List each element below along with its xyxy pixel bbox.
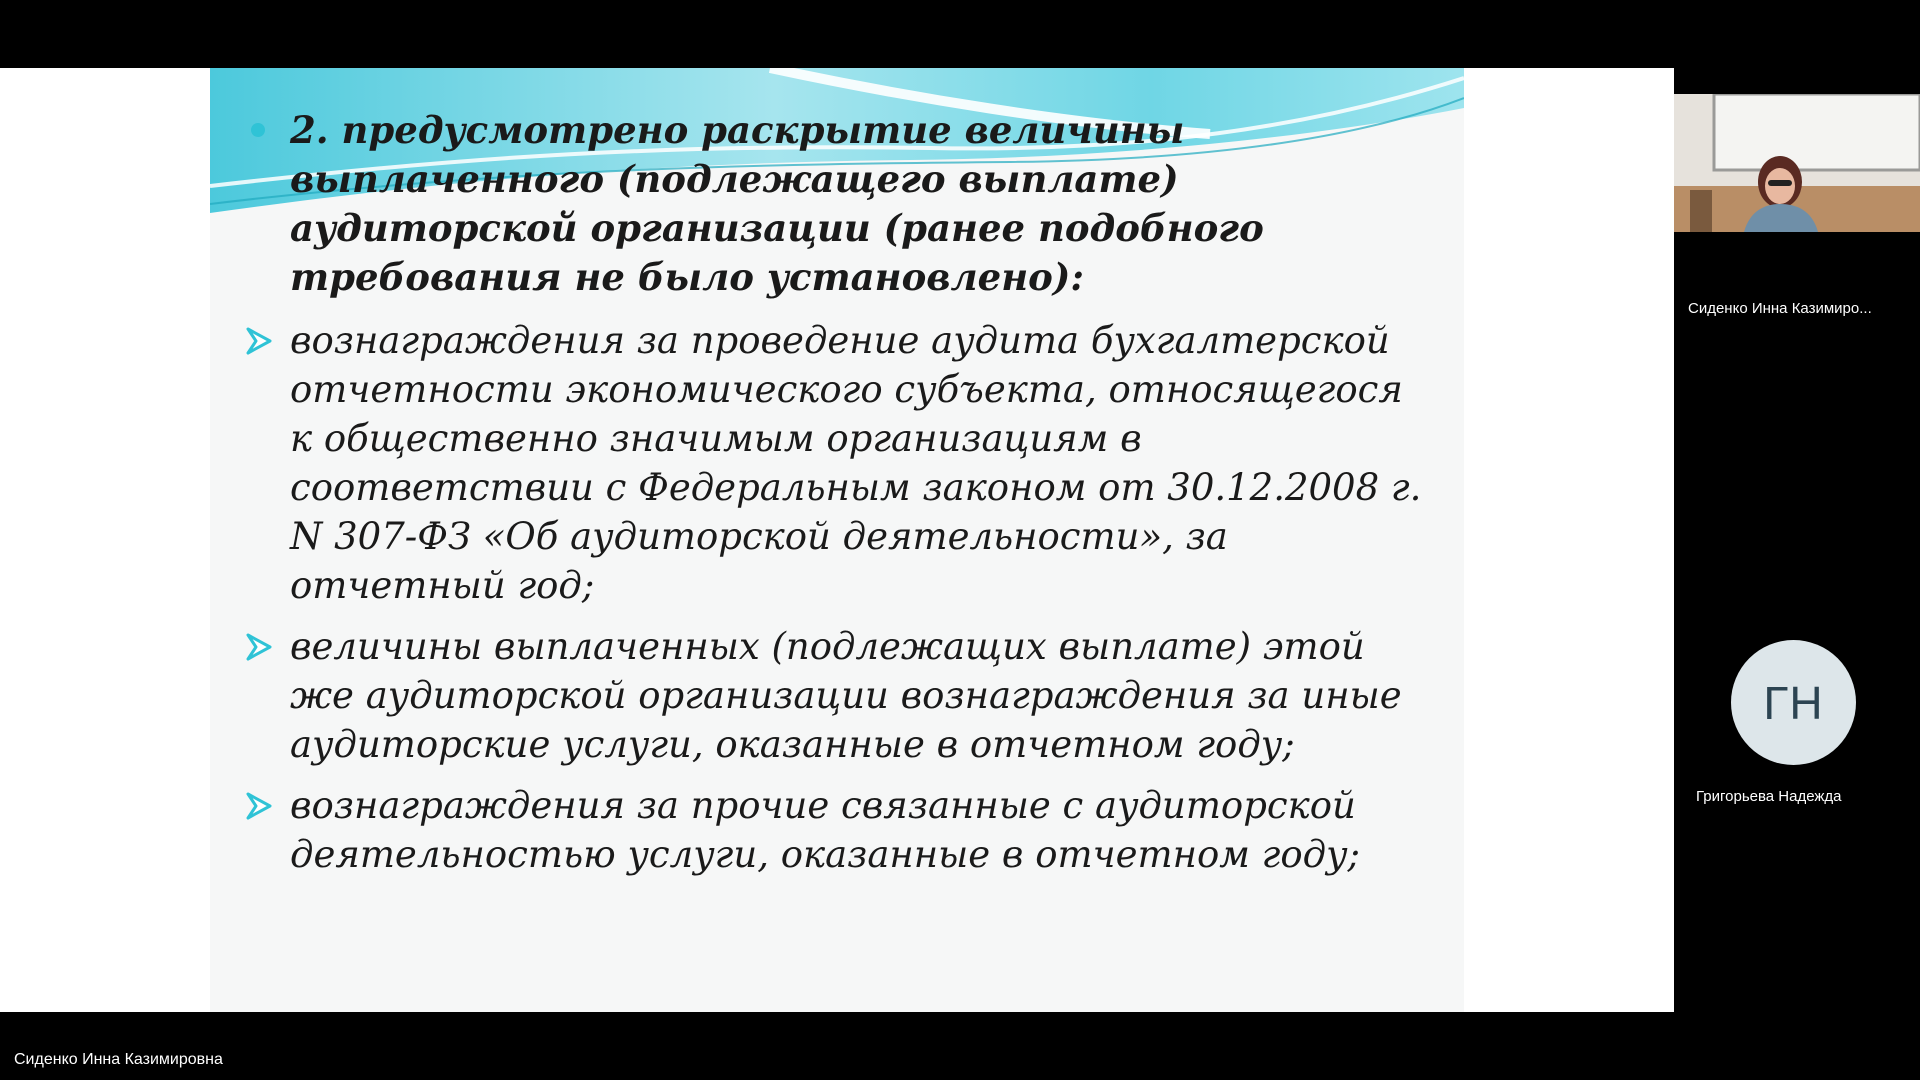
header-bullet-text: 2. предусмотрено раскрытие величины выплаченного (подлежащего выплате) аудиторской организации (ранее подобного требования не было установлено):: [290, 108, 1264, 299]
round-bullet-icon: [251, 123, 265, 137]
list-item: [244, 781, 1434, 879]
list-item-text: вознаграждения за проведение аудита бухгалтерской отчетности экономического субъекта, относящегося к общественно значимым организациям в соответствии с Федеральным законом от 30.12.2008 г. N 307-ФЗ «Об аудиторской деятельности», за отчетный год;: [290, 319, 1422, 607]
presenter-name-label: Сиденко Инна Казимировна: [14, 1051, 223, 1068]
video-tile-participant-name: Сиденко Инна Казимиро...: [1688, 300, 1872, 317]
arrow-bullet-icon: [244, 632, 274, 662]
presentation-slide: [210, 68, 1464, 1012]
list-item: [244, 316, 1434, 610]
participant-avatar[interactable]: ГН: [1731, 640, 1856, 765]
shared-screen: [0, 68, 1674, 1012]
participant-video-tile[interactable]: [1674, 94, 1920, 232]
arrow-bullet-icon: [244, 791, 274, 821]
arrow-bullet-icon: [244, 326, 274, 356]
slide-text: [244, 106, 1434, 891]
avatar-participant-name: Григорьева Надежда: [1696, 788, 1842, 805]
participant-video-image: [1674, 94, 1920, 232]
slide-header-bullet: [244, 106, 1434, 302]
list-item-text: величины выплаченных (подлежащих выплате) этой же аудиторской организации вознаграждения за иные аудиторские услуги, оказанные в отчетном году;: [290, 625, 1402, 766]
list-item-text: вознаграждения за прочие связанные с аудиторской деятельностью услуги, оказанные в отчетном году;: [290, 784, 1361, 876]
list-item: [244, 622, 1434, 769]
